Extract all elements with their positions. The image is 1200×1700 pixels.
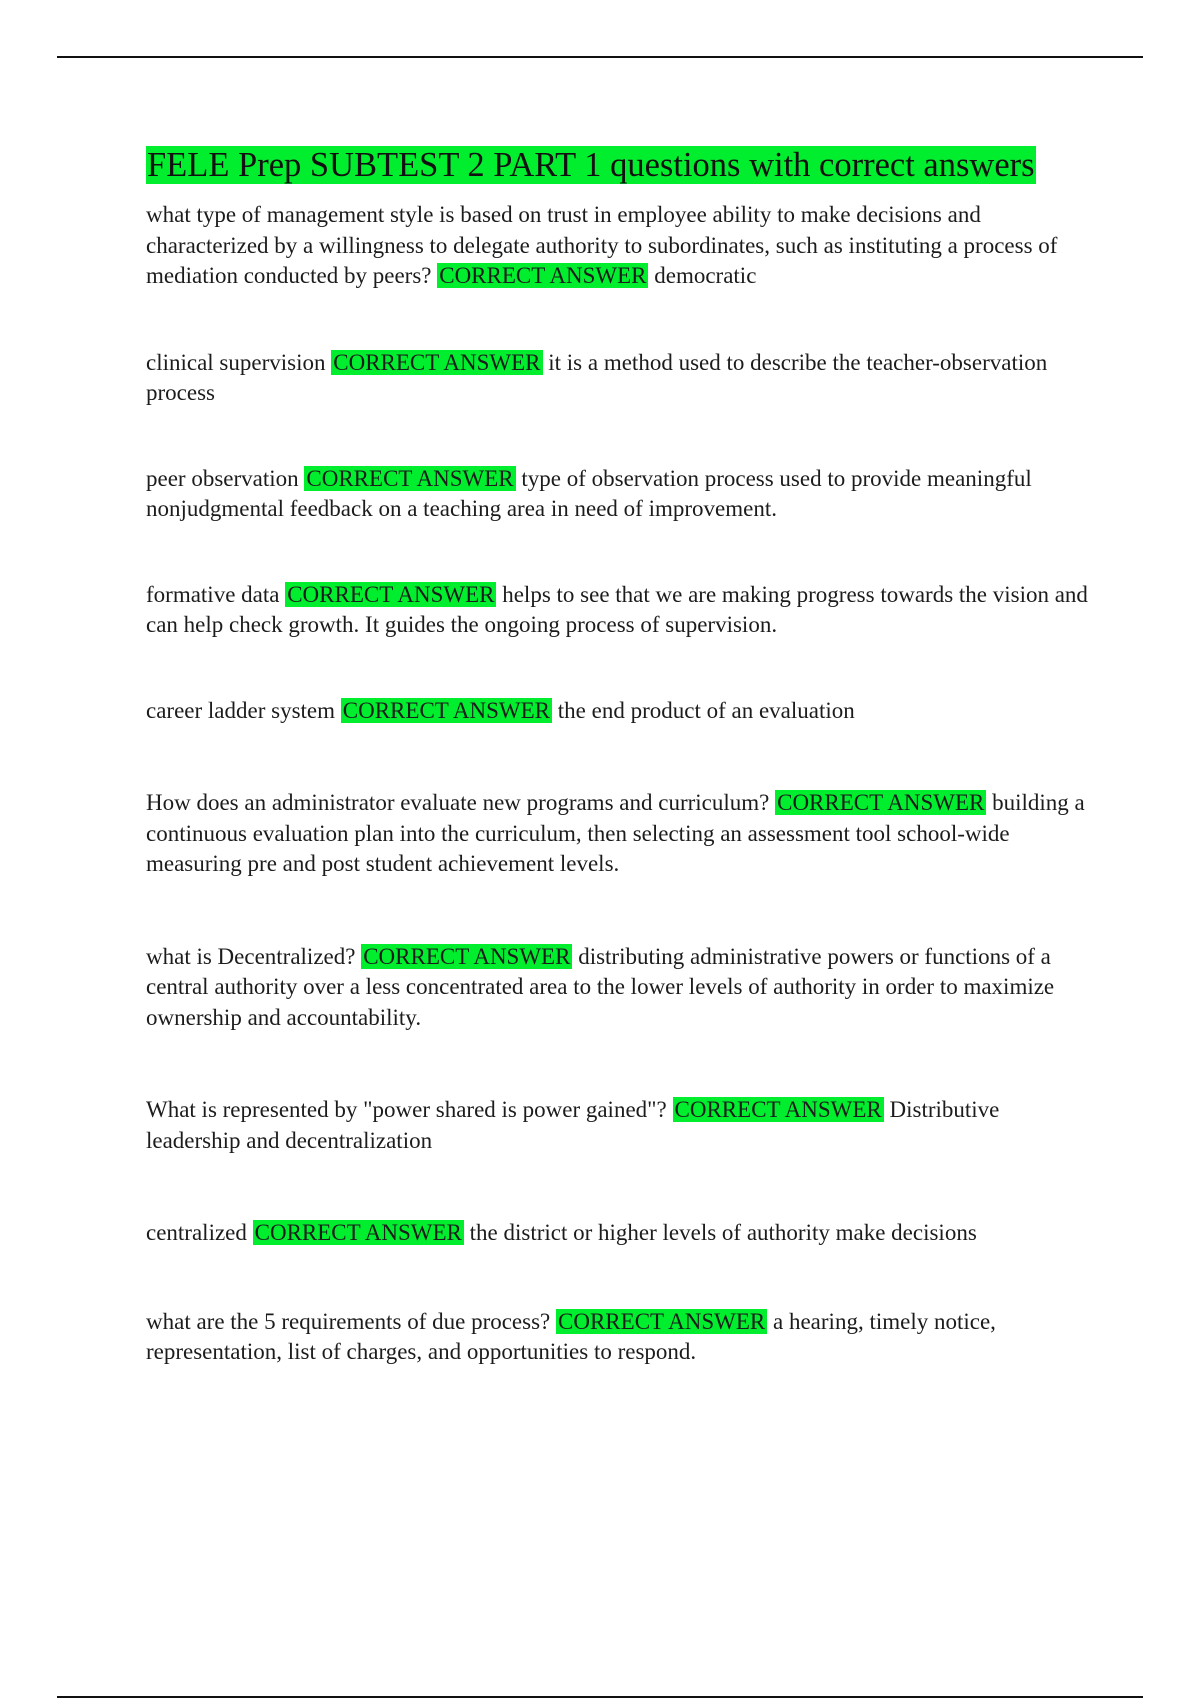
- correct-answer-tag: CORRECT ANSWER: [342, 697, 551, 723]
- correct-answer-tag: CORRECT ANSWER: [306, 465, 514, 491]
- qa-item-4: [146, 580, 1092, 641]
- qa-item-2: [146, 348, 1092, 409]
- qa-item-1: [146, 200, 1092, 292]
- answer-text: the end product of an evaluation: [557, 697, 855, 723]
- answer-text: building a continuous evaluation plan into the curriculum, then selecting an assessment tool school-wide measuring pre and post student achievement levels.: [146, 790, 1085, 876]
- document-body: [146, 144, 1092, 1368]
- question-text: what type of management style is based on trust in employee ability to make decisions and characterized by a willingness to delegate authority to subordinates, such as instituting a process of mediation conducted by peers?: [146, 202, 1058, 288]
- question-text: peer observation: [146, 465, 299, 491]
- question-text: How does an administrator evaluate new programs and curriculum?: [146, 790, 770, 815]
- answer-text: a hearing, timely notice, representation, list of charges, and opportunities to respond.: [146, 1308, 996, 1364]
- qa-item-5: [146, 696, 1092, 727]
- question-text: formative data: [146, 581, 280, 607]
- correct-answer-tag: CORRECT ANSWER: [363, 943, 571, 969]
- correct-answer-tag: CORRECT ANSWER: [333, 349, 541, 375]
- correct-answer-tag: CORRECT ANSWER: [287, 581, 495, 607]
- correct-answer-tag: CORRECT ANSWER: [674, 1097, 882, 1122]
- correct-answer-tag: CORRECT ANSWER: [777, 790, 985, 815]
- correct-answer-tag: CORRECT ANSWER: [558, 1308, 766, 1334]
- question-text: what are the 5 requirements of due process?: [146, 1308, 551, 1334]
- qa-item-3: [146, 464, 1092, 525]
- question-text: career ladder system: [146, 697, 336, 723]
- qa-item-6: [146, 788, 1092, 880]
- document-title: [146, 144, 1092, 186]
- answer-text: helps to see that we are making progress towards the vision and can help check growth. It guides the ongoing process of supervision.: [146, 581, 1088, 637]
- answer-text: Distributive leadership and decentralization: [146, 1097, 1000, 1153]
- qa-item-10: [146, 1307, 1092, 1368]
- qa-item-9: [146, 1218, 1092, 1249]
- answer-text: type of observation process used to provide meaningful nonjudgmental feedback on a teaching area in need of improvement.: [146, 465, 1032, 521]
- question-text: What is represented by "power shared is power gained"?: [146, 1097, 667, 1122]
- question-text: what is Decentralized?: [146, 943, 356, 969]
- document-title-text: FELE Prep SUBTEST 2 PART 1 questions with correct answers: [147, 146, 1035, 184]
- answer-text: democratic: [654, 263, 757, 288]
- question-text: centralized: [146, 1220, 247, 1245]
- answer-text: it is a method used to describe the teacher-observation process: [146, 349, 1048, 405]
- question-text: clinical supervision: [146, 349, 326, 375]
- qa-item-8: [146, 1095, 1092, 1156]
- top-rule: [57, 56, 1143, 58]
- qa-item-7: [146, 942, 1092, 1034]
- correct-answer-tag: CORRECT ANSWER: [439, 263, 647, 288]
- answer-text: distributing administrative powers or functions of a central authority over a less concentrated area to the lower levels of authority in order to maximize ownership and accountability.: [146, 943, 1055, 1030]
- correct-answer-tag: CORRECT ANSWER: [254, 1220, 462, 1245]
- bottom-rule: [57, 1696, 1143, 1698]
- answer-text: the district or higher levels of authority make decisions: [469, 1220, 977, 1245]
